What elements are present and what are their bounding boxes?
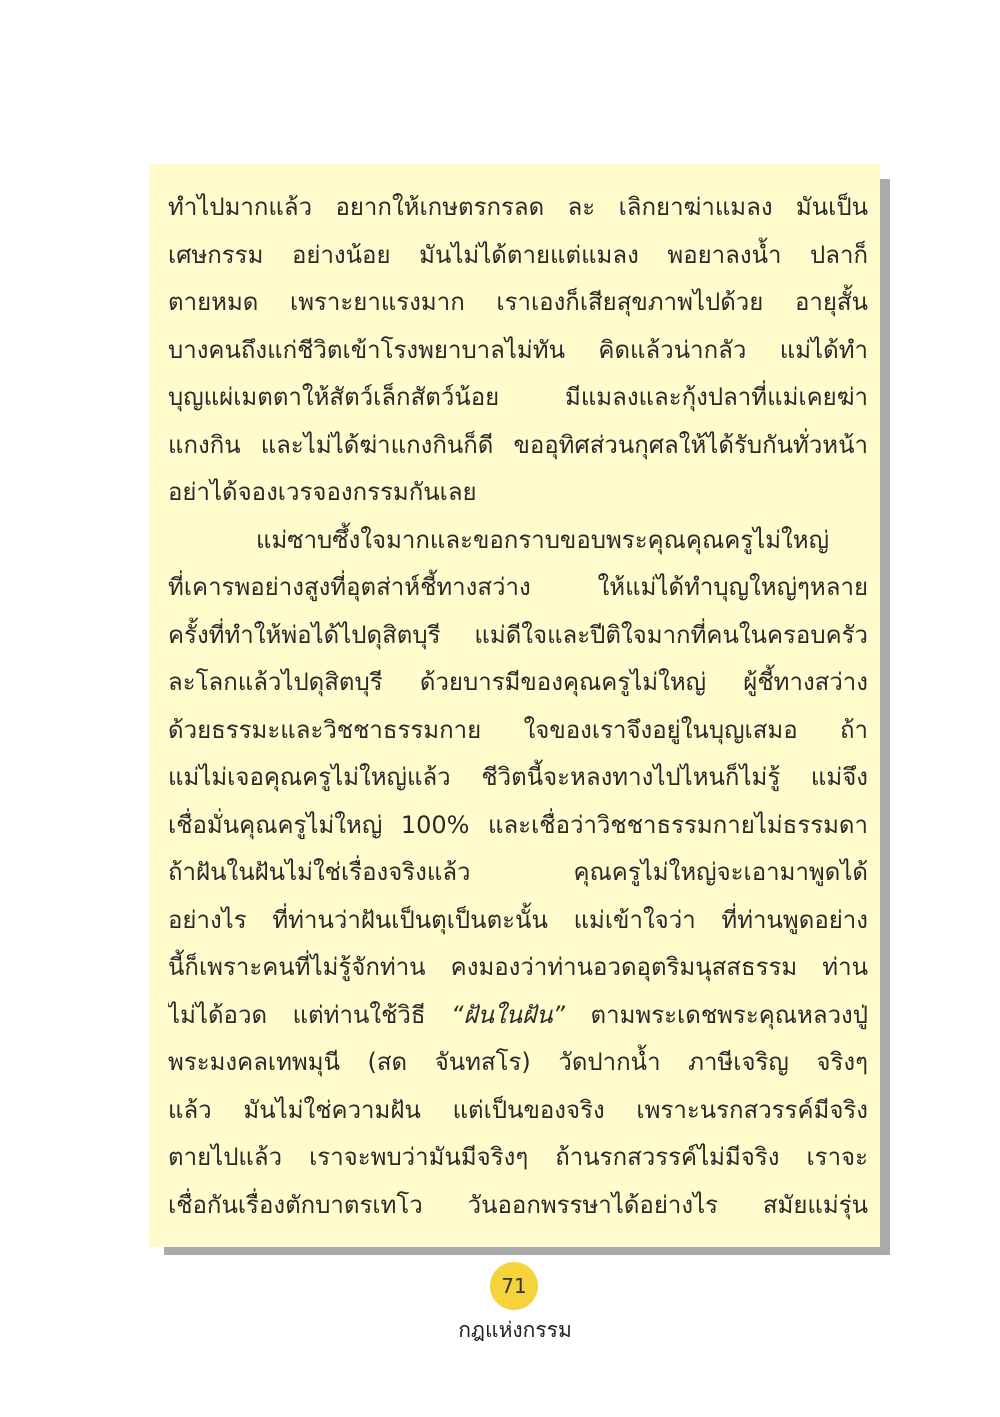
text-line: อย่างไร ที่ท่านว่าฝันเป็นตุเป็นตะนั้น แม่เข้าใจว่า ที่ท่านพูดอย่าง — [168, 905, 868, 934]
text-line: นี้ก็เพราะคนที่ไม่รู้จักท่าน คงมองว่าท่านอวดอุตริมนุสสธรรม ท่าน — [168, 953, 868, 981]
page-number: 71 — [501, 1274, 527, 1298]
text-line: เศษกรรม อย่างน้อย มันไม่ได้ตายแต่แมลง พอยาลงน้ำ ปลาก็ — [168, 240, 868, 269]
text-line: บุญแผ่เมตตาให้สัตว์เล็กสัตว์น้อย มีแมลงและกุ้งปลาที่แม่เคยฆ่า — [168, 383, 868, 411]
page-number-badge — [490, 1262, 538, 1310]
text-line: แล้ว มันไม่ใช่ความฝัน แต่เป็นของจริง เพราะนรกสวรรค์มีจริง — [168, 1095, 868, 1124]
text-line: ละโลกแล้วไปดุสิตบุรี ด้วยบารมีของคุณครูไม่ใหญ่ ผู้ชี้ทางสว่าง — [168, 668, 868, 696]
body-text — [168, 184, 868, 1229]
text-line: ตายไปแล้ว เราจะพบว่ามันมีจริงๆ ถ้านรกสวรรค์ไม่มีจริง เราจะ — [168, 1143, 868, 1171]
text-line: แกงกิน และไม่ได้ฆ่าแกงกินก็ดี ขออุทิศส่วนกุศลให้ได้รับกันทั่วหน้า — [168, 430, 868, 459]
text-line: เชื่อมั่นคุณครูไม่ใหญ่ 100% และเชื่อว่าวิชชาธรรมกายไม่ธรรมดา — [168, 810, 868, 839]
text-line: แม่ไม่เจอคุณครูไม่ใหญ่แล้ว ชีวิตนี้จะหลงทางไปไหนก็ไม่รู้ แม่จึง — [168, 763, 868, 791]
text-line: ที่เคารพอย่างสูงที่อุตส่าห์ชี้ทางสว่าง ให้แม่ได้ทำบุญใหญ่ๆหลาย — [168, 573, 868, 601]
text-line: พระมงคลเทพมุนี (สด จันทสโร) วัดปากน้ำ ภาษีเจริญ จริงๆ — [168, 1048, 868, 1076]
paragraph-start-line: แม่ซาบซึ้งใจมากและขอกราบขอบพระคุณคุณครูไม่ใหญ่ — [256, 525, 830, 554]
text-line: ทำไปมากแล้ว อยากให้เกษตรกรลด ละ เลิกยาฆ่าแมลง มันเป็น — [168, 193, 868, 221]
text-line: ตายหมด เพราะยาแรงมาก เราเองก็เสียสุขภาพไปด้วย อายุสั้น — [168, 288, 868, 316]
text-box — [149, 164, 880, 1247]
text-line: อย่าได้จองเวรจองกรรมกันเลย — [168, 478, 477, 506]
text-line: บางคนถึงแก่ชีวิตเข้าโรงพยาบาลไม่ทัน คิดแล้วน่ากลัว แม่ได้ทำ — [168, 335, 868, 364]
emphasis-text: “ฝันในฝัน” — [451, 1000, 565, 1029]
text-segment: ตามพระเดชพระคุณหลวงปู่ — [564, 1000, 868, 1029]
text-line: ถ้าฝันในฝันไม่ใช่เรื่องจริงแล้ว คุณครูไม่ใหญ่จะเอามาพูดได้ — [168, 858, 868, 886]
book-title: กฎแห่งกรรม — [458, 1318, 572, 1342]
text-segment: ไม่ได้อวด แต่ท่านใช้วิธี — [168, 1000, 452, 1029]
text-line: ครั้งที่ทำให้พ่อได้ไปดุสิตบุรี แม่ดีใจและปีติใจมากที่คนในครอบครัว — [168, 620, 868, 649]
text-line-with-emphasis — [168, 992, 868, 1040]
text-line: เชื่อกันเรื่องตักบาตรเทโว วันออกพรรษาได้อย่างไร สมัยแม่รุ่น — [168, 1190, 868, 1219]
text-line: ด้วยธรรมะและวิชชาธรรมกาย ใจของเราจึงอยู่ในบุญเสมอ ถ้า — [168, 715, 868, 744]
